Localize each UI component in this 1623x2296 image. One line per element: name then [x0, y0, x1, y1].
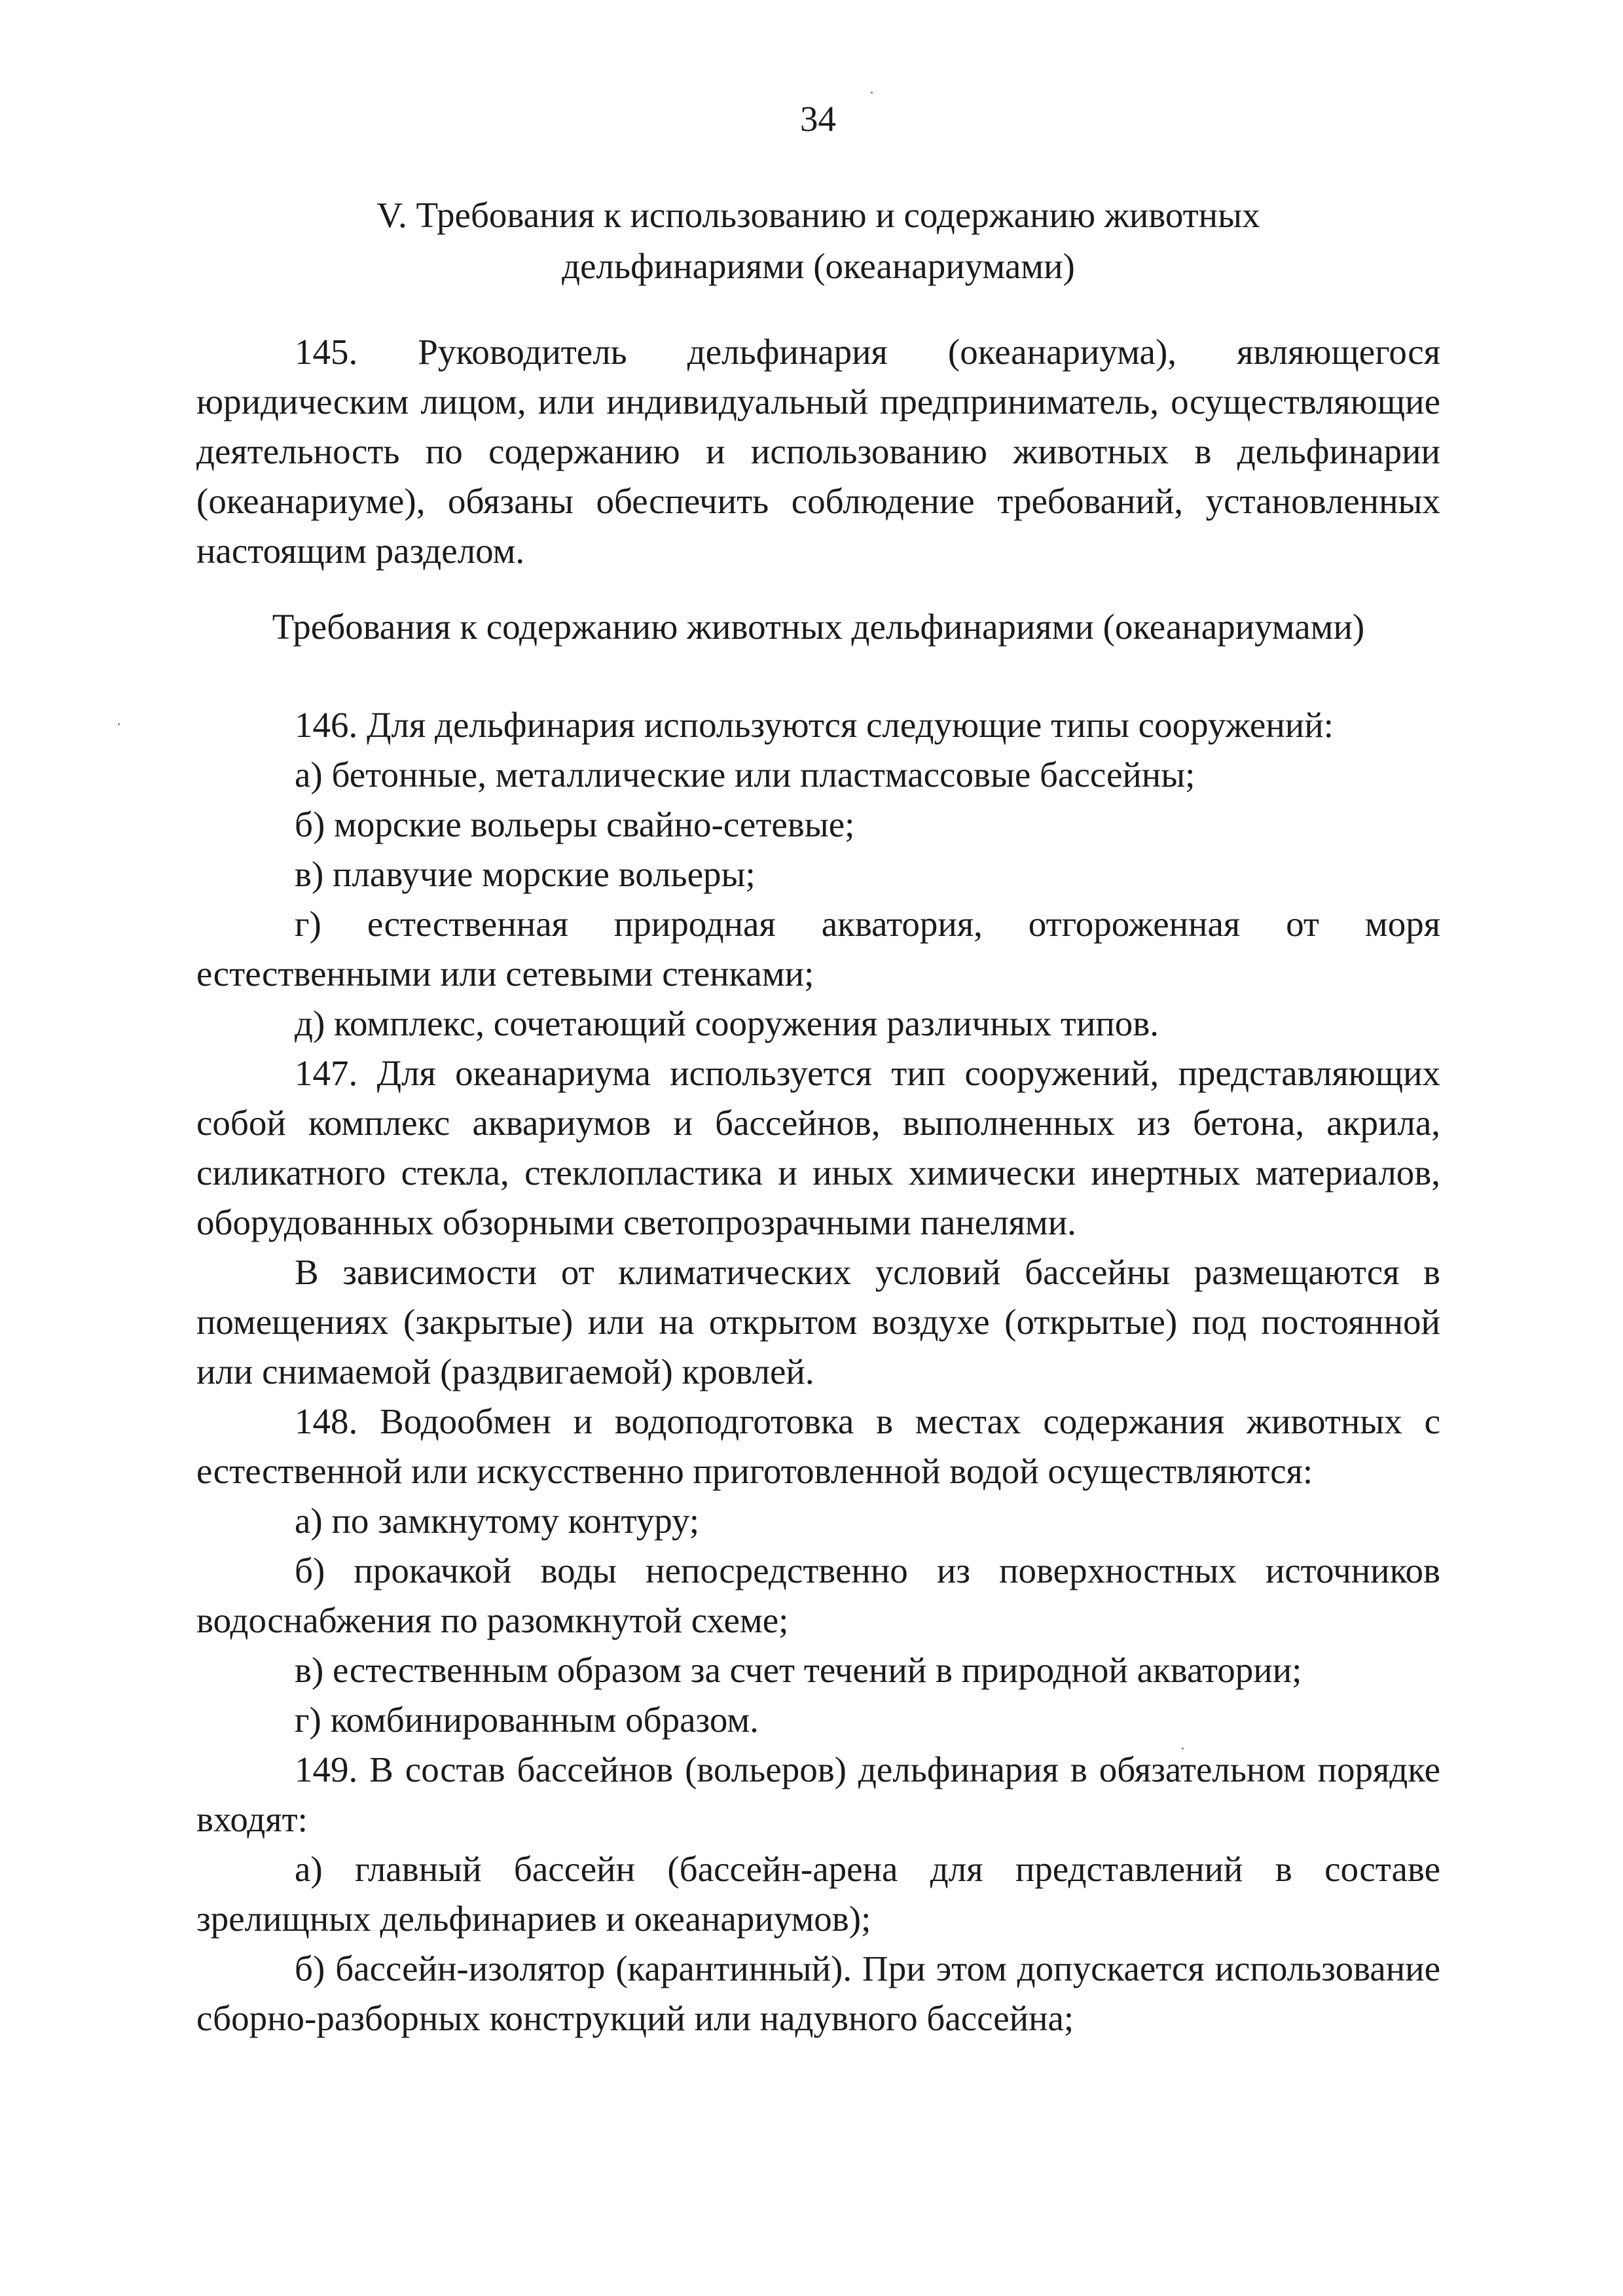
- section-title-line-2: дельфинариями (океанариумами): [562, 246, 1075, 286]
- subsection-title: Требования к содержанию животных дельфинариями (океанариумами): [272, 607, 1365, 647]
- paragraph-147: 147. Для океанариума используется тип сооружений, представляющих собой комплекс аквариумов и бассейнов, выполненных из бетона, акрила, силикатного стекла, стеклопластика и иных химически инертных материалов, оборудованных обзорными светопрозрачными панелями.: [196, 1053, 1440, 1242]
- scan-speck: [118, 723, 120, 725]
- page-number-text: 34: [800, 99, 836, 139]
- paragraph-145: 145. Руководитель дельфинария (океанариума), являющегося юридическим лицом, или индивидуальный предприниматель, осуществляющие деятельность по содержанию и использованию животных в дельфинарии (океанариуме), обязаны обеспечить соблюдение требований, установленных настоящим разделом.: [196, 332, 1440, 571]
- paragraph-148-g: г) комбинированным образом.: [295, 1700, 759, 1740]
- paragraph-146-a: а) бетонные, металлические или пластмассовые бассейны;: [295, 755, 1195, 795]
- paragraph-148: 148. Водообмен и водоподготовка в местах содержания животных с естественной или искусственно приготовленной водой осуществляются:: [196, 1401, 1440, 1491]
- scan-speck: [1182, 1748, 1184, 1749]
- paragraph-block-146-149: [196, 700, 1440, 2043]
- paragraph-146-d: д) комплекс, сочетающий сооружения различных типов.: [295, 1003, 1159, 1043]
- section-title: [196, 190, 1440, 292]
- paragraph-146-b: б) морские вольеры свайно-сетевые;: [295, 804, 855, 844]
- paragraph-146: 146. Для дельфинария используются следующие типы сооружений:: [295, 705, 1334, 745]
- page-number: [0, 98, 1623, 139]
- paragraph-148-a: а) по замкнутому контуру;: [295, 1501, 700, 1541]
- paragraph-147-2: В зависимости от климатических условий бассейны размещаются в помещениях (закрытые) или на открытом воздухе (открытые) под постоянной или снимаемой (раздвигаемой) кровлей.: [196, 1252, 1440, 1391]
- paragraph-148-v: в) естественным образом за счет течений в природной акватории;: [295, 1650, 1302, 1690]
- paragraph-148-b: б) прокачкой воды непосредственно из поверхностных источников водоснабжения по разомкнутой схеме;: [196, 1551, 1440, 1640]
- paragraph-146-v: в) плавучие морские вольеры;: [295, 854, 756, 894]
- paragraph-146-g: г) естественная природная акватория, отгороженная от моря естественными или сетевыми стенками;: [196, 904, 1440, 994]
- paragraph-149-b: б) бассейн-изолятор (карантинный). При этом допускается использование сборно-разборных конструкций или надувного бассейна;: [196, 1948, 1440, 2038]
- scan-speck: [871, 92, 873, 94]
- paragraph-block-145: [196, 327, 1440, 576]
- section-title-line-1: V. Требования к использованию и содержанию животных: [376, 195, 1260, 235]
- paragraph-149-a: а) главный бассейн (бассейн-арена для представлений в составе зрелищных дельфинариев и океанариумов);: [196, 1849, 1440, 1939]
- paragraph-149: 149. В состав бассейнов (вольеров) дельфинария в обязательном порядке входят:: [196, 1749, 1440, 1839]
